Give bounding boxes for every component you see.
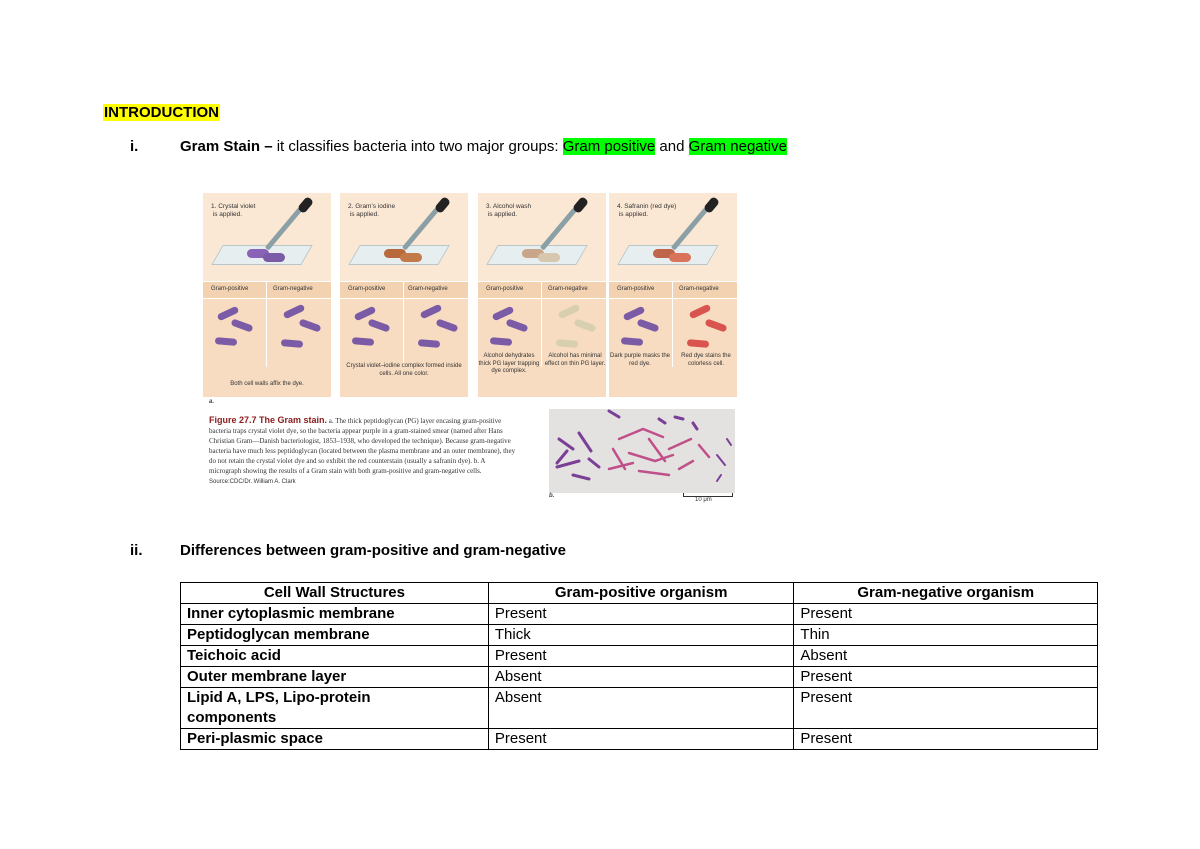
panel-iodine xyxy=(340,193,468,397)
panel-caption-negative: Alcohol has minimal effect on thin PG layer. xyxy=(544,353,606,367)
bacterium-rod xyxy=(687,339,710,348)
cells-illustration xyxy=(203,298,331,362)
panel-crystal-violet xyxy=(203,193,331,397)
row-label-text: Lipid A, LPS, Lipo-protein components xyxy=(187,689,371,726)
bacterium-rod xyxy=(367,318,390,332)
micrograph-rods xyxy=(549,409,735,493)
comparison-table xyxy=(180,582,1098,750)
panel-alcohol xyxy=(478,193,606,397)
label-gram-positive: Gram-positive xyxy=(486,286,524,292)
item-i-description: it classifies bacteria into two major groups: xyxy=(276,138,559,155)
table-cell: Thick xyxy=(488,625,794,646)
panel-caption-positive: Dark purple masks the red dye. xyxy=(609,353,671,367)
bacterium-rod xyxy=(556,339,579,348)
item-i-number: i. xyxy=(130,138,139,155)
table-row xyxy=(181,604,1098,625)
bacterium-rod xyxy=(283,304,306,320)
row-label: Teichoic acid xyxy=(181,646,489,667)
table-header: Gram-negative organism xyxy=(794,583,1098,604)
micrograph-image xyxy=(549,409,735,493)
panel-caption: Crystal violet–iodine complex formed inside cells. All one color. xyxy=(346,363,462,377)
label-gram-positive: Gram-positive xyxy=(348,286,386,292)
panel-caption-negative: Red dye stains the colorless cell. xyxy=(681,353,731,367)
table-cell: Present xyxy=(488,729,794,750)
label-gram-positive: Gram-positive xyxy=(617,286,655,292)
table-cell: Thin xyxy=(794,625,1098,646)
panel-caption-positive: Alcohol dehydrates thick PG layer trapping dye complex. xyxy=(478,353,540,374)
caption-heading: Figure 27.7 The Gram stain. xyxy=(209,415,328,425)
table-cell: Present xyxy=(488,646,794,667)
bacterium-rod xyxy=(230,318,253,332)
panel-header xyxy=(478,281,606,299)
table-row xyxy=(181,667,1098,688)
bacterium-rod xyxy=(505,318,528,332)
table-cell: Present xyxy=(794,688,1098,729)
bacterium-rod xyxy=(704,318,727,332)
item-i-text xyxy=(180,138,787,156)
label-gram-negative: Gram-negative xyxy=(273,286,313,292)
figure-label-b: b. xyxy=(549,493,555,499)
panel-title: 1. Crystal violet is applied. xyxy=(211,203,256,218)
bacterium-rod xyxy=(420,304,443,320)
section-title: INTRODUCTION xyxy=(104,104,219,121)
table-cell: Absent xyxy=(794,646,1098,667)
table-cell: Absent xyxy=(488,667,794,688)
panel-top xyxy=(609,193,737,281)
stain-blob xyxy=(538,253,560,262)
table-row xyxy=(181,688,1098,729)
bacterium-rod xyxy=(215,337,238,346)
and-word: and xyxy=(659,138,685,155)
panel-title: 3. Alcohol wash is applied. xyxy=(486,203,532,218)
bacterium-rod xyxy=(352,337,375,346)
label-gram-positive: Gram-positive xyxy=(211,286,249,292)
row-label: Inner cytoplasmic membrane xyxy=(181,604,489,625)
panel-safranin xyxy=(609,193,737,397)
label-gram-negative: Gram-negative xyxy=(679,286,719,292)
caption-body: a. The thick peptidoglycan (PG) layer encasing gram-positive bacteria traps crystal violet dye, so the bacteria appear purple in a gram-stained smear (named after Hans Christian Gram—Danish bacteriologist, 1853–1938, who developed the technique). Because gram-negative bacteria have much less peptidoglycan (located between the plasma membrane and an outer membrane), they do not retain the crystal violet dye and so exhibit the red counterstain (usually a safranin dye). b. A micrograph showing the results of a Gram stain with both gram-positive and gram-negative cells. xyxy=(209,417,516,475)
panel-title: 4. Safranin (red dye) is applied. xyxy=(617,203,677,218)
table-cell: Present xyxy=(794,667,1098,688)
cells-illustration xyxy=(340,298,468,362)
stain-blob xyxy=(263,253,285,262)
item-ii-number: ii. xyxy=(130,542,143,559)
stain-blob xyxy=(669,253,691,262)
bacterium-rod xyxy=(558,304,581,320)
table-cell: Present xyxy=(488,604,794,625)
table-row xyxy=(181,729,1098,750)
table-header-row xyxy=(181,583,1098,604)
bacterium-rod xyxy=(573,318,596,332)
row-label: Peri-plasmic space xyxy=(181,729,489,750)
table-cell: Present xyxy=(794,729,1098,750)
panel-top xyxy=(478,193,606,281)
bacterium-rod xyxy=(435,318,458,332)
highlight-gram-negative: Gram negative xyxy=(688,138,787,155)
bacterium-rod xyxy=(636,318,659,332)
panel-header xyxy=(203,281,331,299)
bacterium-rod xyxy=(298,318,321,332)
row-label: Peptidoglycan membrane xyxy=(181,625,489,646)
item-ii-title: Differences between gram-positive and gram-negative xyxy=(180,542,566,559)
table-header: Gram-positive organism xyxy=(488,583,794,604)
bacterium-rod xyxy=(689,304,712,320)
table-header: Cell Wall Structures xyxy=(181,583,489,604)
label-gram-negative: Gram-negative xyxy=(408,286,448,292)
panel-top xyxy=(203,193,331,281)
panel-header xyxy=(609,281,737,299)
highlight-gram-positive: Gram positive xyxy=(562,138,656,155)
gram-stain-term: Gram Stain – xyxy=(180,138,273,155)
bacterium-rod xyxy=(621,337,644,346)
caption-source: Source:CDC/Dr. William A. Clark xyxy=(209,479,296,485)
gram-stain-figure xyxy=(203,193,737,513)
panel-caption: Both cell walls affix the dye. xyxy=(230,381,304,387)
panel-header xyxy=(340,281,468,299)
panel-top xyxy=(340,193,468,281)
table-cell: Present xyxy=(794,604,1098,625)
label-gram-negative: Gram-negative xyxy=(548,286,588,292)
figure-caption xyxy=(209,415,519,487)
bacterium-rod xyxy=(418,339,441,348)
row-label: Outer membrane layer xyxy=(181,667,489,688)
stain-blob xyxy=(400,253,422,262)
table-cell: Absent xyxy=(488,688,794,729)
table-row xyxy=(181,625,1098,646)
figure-label-a: a. xyxy=(209,399,215,405)
panel-title: 2. Gram's iodine is applied. xyxy=(348,203,396,218)
scale-label: 10 μm xyxy=(695,497,712,503)
bacterium-rod xyxy=(281,339,304,348)
row-label xyxy=(181,688,489,729)
bacterium-rod xyxy=(490,337,513,346)
table-row xyxy=(181,646,1098,667)
